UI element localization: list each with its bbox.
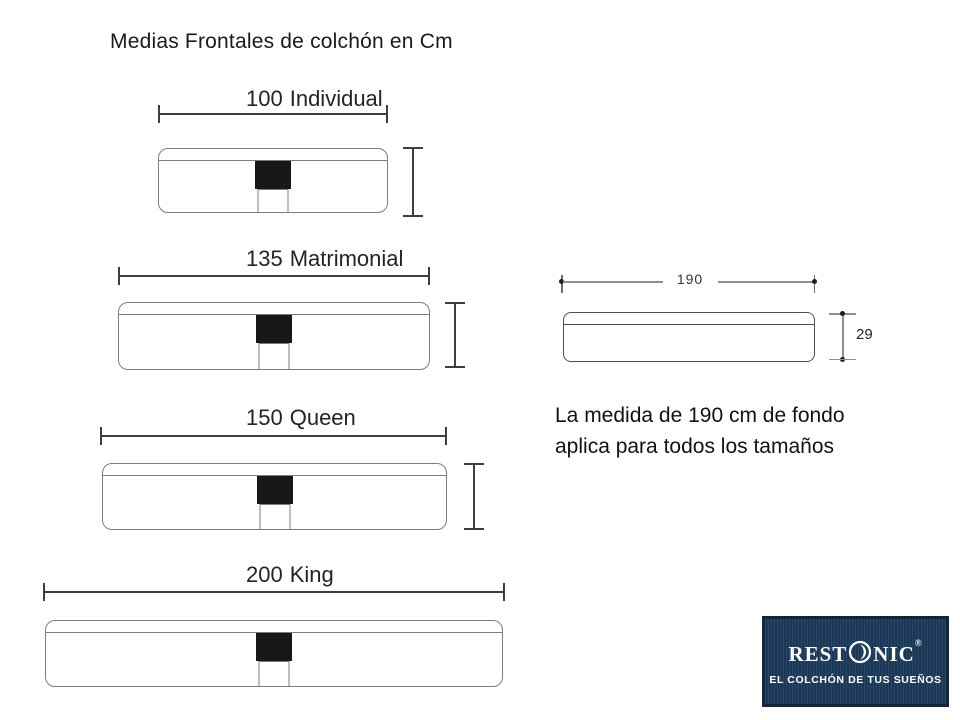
size-value: 100 (246, 86, 283, 111)
dimension-tick-left (561, 275, 563, 293)
restonic-logo (762, 616, 949, 707)
crescent-moon-icon (848, 640, 872, 664)
width-dimension-line (43, 591, 505, 593)
mattress-front-king (45, 620, 503, 687)
depth-note (555, 400, 845, 462)
mattress-label-flap (259, 504, 290, 529)
mattress-label-block (255, 161, 291, 189)
height-dimension-line (412, 147, 414, 217)
mattress-label-flap (258, 189, 289, 212)
trademark-symbol: ® (914, 638, 923, 648)
height-dimension-line (454, 302, 456, 368)
dimension-dot-top (840, 311, 845, 316)
brand-text-pre: rest (788, 635, 848, 668)
depth-dimension-line (561, 271, 815, 287)
size-name: Queen (289, 405, 356, 430)
thickness-value: 29 (856, 326, 873, 343)
mattress-label-block (256, 315, 292, 343)
mattress-label-flap (259, 661, 290, 686)
depth-value: 190 (664, 271, 716, 287)
size-label-individual (246, 86, 383, 112)
mattress-front-queen (102, 463, 447, 530)
size-name: Matrimonial (289, 246, 404, 271)
mattress-label-flap (259, 343, 290, 369)
mattress-label-block (256, 633, 292, 661)
width-dimension-line (100, 435, 447, 437)
note-line-2: aplica para todos los tamaños (555, 435, 834, 458)
mattress-front-matrimonial (118, 302, 430, 370)
height-dimension-line (473, 463, 475, 530)
size-label-matrimonial (246, 246, 403, 272)
size-name: King (289, 562, 334, 587)
size-label-king (246, 562, 334, 588)
size-value: 135 (246, 246, 283, 271)
width-dimension-line (118, 275, 430, 277)
size-value: 150 (246, 405, 283, 430)
brand-wordmark (788, 637, 922, 667)
dimension-tick-right (814, 275, 816, 293)
dimension-dot-bottom (840, 357, 845, 362)
thickness-dimension-line (842, 313, 844, 360)
size-name: Individual (289, 86, 383, 111)
mattress-border-line (564, 324, 814, 325)
mattress-side-view (563, 312, 815, 362)
note-line-1: La medida de 190 cm de fondo (555, 404, 845, 427)
page-title: Medias Frontales de colchón en Cm (110, 30, 453, 53)
brand-tagline: EL COLCHÓN DE TUS SUEÑOS (769, 674, 942, 686)
width-dimension-line (158, 113, 388, 115)
mattress-label-block (257, 476, 293, 504)
size-label-queen (246, 405, 356, 431)
brand-text-post: nic (873, 635, 915, 668)
size-value: 200 (246, 562, 283, 587)
mattress-front-individual (158, 148, 388, 213)
